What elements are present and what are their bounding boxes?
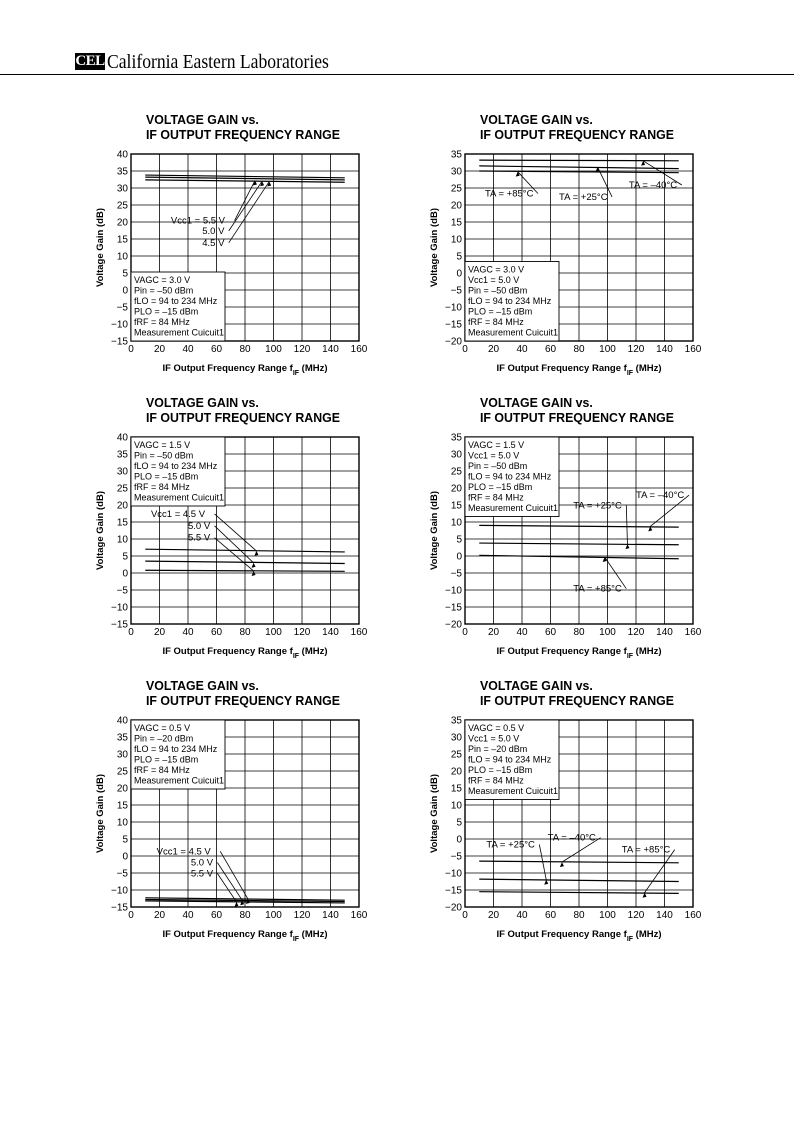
chart-subtitle: IF OUTPUT FREQUENCY RANGE [480, 410, 674, 425]
condition-text: VAGC = 1.5 V [468, 440, 525, 450]
chart-4 [430, 395, 700, 665]
y-tick-label: 40 [116, 432, 128, 444]
condition-text: fRF = 84 MHz [468, 492, 524, 503]
chart-6 [430, 678, 700, 948]
x-tick-label: 160 [684, 910, 702, 921]
condition-text: PLO = –15 dBm [468, 306, 533, 317]
y-tick-label: −15 [111, 902, 128, 914]
chart-5 [96, 678, 366, 948]
x-tick-label: 0 [462, 344, 468, 355]
condition-text: Measurement Cuicuit1 [134, 492, 225, 503]
y-axis-label: Voltage Gain (dB) [95, 491, 106, 570]
x-tick-label: 60 [210, 344, 223, 355]
condition-text: VAGC = 3.0 V [468, 264, 525, 275]
y-tick-label: 10 [116, 534, 128, 546]
y-tick-label: 25 [450, 183, 462, 195]
y-axis-label: Voltage Gain (dB) [429, 774, 440, 853]
annotation-text: Vcc1 = 4.5 V [156, 846, 211, 858]
annotation-text: Vcc1 = 4.5 V [150, 508, 206, 520]
annotation-text: 5.0 V [188, 520, 211, 532]
y-axis-label: Voltage Gain (dB) [429, 208, 440, 287]
page-header [75, 50, 725, 76]
y-tick-label: −15 [445, 602, 462, 614]
x-tick-label: 80 [573, 627, 585, 638]
y-tick-label: 10 [116, 817, 128, 829]
x-tick-label: 60 [544, 910, 557, 921]
x-tick-label: 120 [293, 344, 311, 355]
x-axis-label-part: IF [626, 652, 634, 660]
condition-text: Pin = –50 dBm [468, 285, 528, 296]
y-tick-label: 5 [456, 534, 462, 546]
condition-text: Vcc1 = 5.0 V [468, 733, 520, 744]
chart-3 [96, 395, 366, 665]
annotation-text: TA = +25°C [573, 500, 622, 512]
x-tick-label: 140 [322, 627, 339, 638]
condition-text: Pin = –50 dBm [134, 450, 194, 461]
y-tick-label: 5 [456, 251, 462, 263]
x-tick-label: 160 [350, 344, 368, 355]
x-axis-label-part: IF Output Frequency Range f [162, 363, 293, 374]
y-tick-label: −10 [111, 319, 128, 331]
condition-text: Measurement Cuicuit1 [134, 327, 225, 338]
chart-title: VOLTAGE GAIN vs. [146, 678, 259, 693]
series-line [479, 861, 679, 863]
condition-text: fRF = 84 MHz [134, 765, 190, 775]
annotation-arrowhead [516, 172, 520, 177]
condition-text: fRF = 84 MHz [134, 482, 190, 492]
annotation-text: 5.5 V [190, 868, 214, 880]
condition-text: fLO = 94 to 234 MHz [134, 296, 218, 306]
y-tick-label: 35 [450, 149, 462, 161]
y-tick-label: −20 [445, 902, 462, 914]
x-tick-label: 120 [293, 627, 311, 638]
x-axis-label-part: IF Output Frequency Range f [162, 929, 293, 940]
y-tick-label: 5 [122, 268, 128, 280]
y-tick-label: 25 [450, 749, 462, 761]
x-tick-label: 160 [350, 627, 368, 638]
x-tick-label: 100 [265, 910, 282, 921]
condition-text: fLO = 94 to 234 MHz [468, 754, 552, 765]
y-tick-label: 10 [450, 234, 462, 246]
condition-text: PLO = –15 dBm [134, 754, 199, 765]
x-tick-label: 160 [350, 910, 368, 921]
chart-subtitle: IF OUTPUT FREQUENCY RANGE [480, 127, 674, 142]
x-tick-label: 60 [544, 627, 557, 638]
annotation-arrowhead [254, 551, 258, 556]
annotation-arrowhead [252, 571, 256, 576]
annotation-text: 4.5 V [202, 237, 225, 249]
annotation-arrowhead [560, 862, 564, 867]
chart-subtitle: IF OUTPUT FREQUENCY RANGE [146, 410, 340, 425]
chart-title: VOLTAGE GAIN vs. [146, 112, 259, 127]
y-tick-label: −10 [445, 302, 462, 314]
chart-plot [430, 395, 700, 665]
x-tick-label: 20 [487, 344, 500, 355]
x-axis-label-part: (MHz) [299, 929, 328, 940]
x-tick-label: 0 [128, 627, 134, 638]
y-tick-label: 25 [116, 200, 128, 212]
y-tick-label: −5 [116, 585, 128, 597]
chart-plot [96, 395, 366, 665]
y-tick-label: −10 [445, 868, 462, 880]
chart-subtitle: IF OUTPUT FREQUENCY RANGE [480, 693, 674, 708]
chart-subtitle: IF OUTPUT FREQUENCY RANGE [146, 693, 340, 708]
x-tick-label: 20 [153, 344, 166, 355]
y-tick-label: −10 [111, 885, 128, 897]
x-tick-label: 140 [322, 344, 339, 355]
series-line [479, 543, 679, 545]
y-tick-label: 40 [116, 715, 128, 727]
y-tick-label: 20 [450, 200, 462, 212]
condition-text: Vcc1 = 5.0 V [468, 275, 520, 285]
x-axis-label-part: IF [292, 935, 300, 943]
y-tick-label: −5 [450, 285, 462, 297]
x-axis-label [162, 363, 327, 377]
annotation-arrowhead [544, 880, 548, 885]
x-axis-label-part: (MHz) [633, 363, 662, 374]
condition-text: Measurement Cuicuit1 [134, 775, 225, 786]
annotation-text: TA = +85°C [573, 583, 622, 595]
x-tick-label: 120 [627, 344, 645, 355]
y-tick-label: 30 [116, 749, 128, 761]
company-name: California Eastern Laboratories [107, 51, 329, 73]
y-tick-label: −15 [111, 336, 128, 348]
x-tick-label: 0 [462, 627, 468, 638]
y-tick-label: −5 [450, 851, 462, 863]
x-tick-label: 40 [182, 344, 194, 355]
y-tick-label: −20 [445, 336, 462, 348]
condition-text: fRF = 84 MHz [468, 775, 524, 786]
annotation-leader [626, 505, 627, 544]
chart-subtitle: IF OUTPUT FREQUENCY RANGE [146, 127, 340, 142]
x-tick-label: 20 [153, 627, 166, 638]
y-tick-label: 15 [116, 517, 128, 529]
y-tick-label: −10 [111, 602, 128, 614]
y-tick-label: −15 [111, 619, 128, 631]
x-axis-label [496, 646, 661, 660]
y-tick-label: −5 [116, 868, 128, 880]
condition-text: VAGC = 0.5 V [134, 723, 191, 733]
series-line [479, 892, 679, 894]
x-tick-label: 60 [210, 627, 223, 638]
condition-text: Measurement Cuicuit1 [468, 786, 559, 796]
annotation-text: TA = –40°C [636, 490, 685, 502]
y-tick-label: 30 [116, 183, 128, 195]
y-axis-label: Voltage Gain (dB) [95, 774, 106, 853]
x-tick-label: 80 [239, 910, 251, 921]
y-tick-label: 5 [122, 834, 128, 846]
y-tick-label: 20 [116, 783, 128, 795]
y-tick-label: 35 [450, 715, 462, 727]
condition-text: fRF = 84 MHz [134, 317, 190, 327]
x-tick-label: 140 [656, 627, 673, 638]
x-axis-label-part: IF Output Frequency Range f [496, 646, 627, 657]
annotation-text: 5.0 V [190, 857, 214, 869]
y-tick-label: 15 [450, 217, 462, 229]
y-tick-label: 10 [116, 251, 128, 263]
condition-text: PLO = –15 dBm [134, 306, 199, 317]
x-tick-label: 80 [573, 344, 585, 355]
x-axis-label [496, 929, 661, 943]
condition-text: Pin = –20 dBm [468, 744, 528, 754]
y-tick-label: 15 [450, 500, 462, 512]
condition-text: fRF = 84 MHz [468, 317, 524, 327]
annotation-text: TA = +85°C [621, 844, 671, 856]
x-tick-label: 100 [265, 344, 282, 355]
y-tick-label: −5 [116, 302, 128, 314]
annotation-text: TA = +85°C [484, 188, 534, 200]
x-tick-label: 60 [210, 910, 223, 921]
y-tick-label: 25 [116, 483, 128, 495]
chart-1 [96, 112, 366, 382]
x-tick-label: 100 [599, 627, 616, 638]
chart-title: VOLTAGE GAIN vs. [146, 395, 259, 410]
chart-title: VOLTAGE GAIN vs. [480, 395, 593, 410]
y-tick-label: 30 [450, 732, 462, 744]
annotation-text: TA = +25°C [559, 191, 608, 203]
y-tick-label: 25 [450, 466, 462, 478]
x-axis-label-part: IF Output Frequency Range f [162, 646, 293, 657]
x-tick-label: 40 [182, 627, 194, 638]
series-line [145, 570, 345, 571]
condition-text: Pin = –50 dBm [134, 285, 194, 296]
annotation-text: TA = +25°C [486, 839, 535, 851]
header-rule [0, 74, 794, 75]
y-tick-label: 5 [122, 551, 128, 563]
chart-title: VOLTAGE GAIN vs. [480, 112, 593, 127]
series-line [479, 525, 679, 527]
y-tick-label: −20 [445, 619, 462, 631]
x-axis-label-part: (MHz) [299, 363, 328, 374]
x-axis-label-part: IF Output Frequency Range f [496, 363, 627, 374]
annotation-leader [229, 182, 269, 243]
condition-text: Vcc1 = 5.0 V [468, 450, 520, 461]
condition-text: VAGC = 1.5 V [134, 440, 191, 450]
y-tick-label: 0 [122, 568, 128, 580]
x-tick-label: 40 [182, 910, 194, 921]
x-tick-label: 140 [322, 910, 339, 921]
condition-text: PLO = –15 dBm [134, 471, 199, 482]
condition-text: fLO = 94 to 234 MHz [134, 744, 218, 754]
x-axis-label-part: (MHz) [633, 646, 662, 657]
x-tick-label: 40 [516, 344, 528, 355]
y-tick-label: 35 [116, 449, 128, 461]
x-tick-label: 80 [239, 344, 251, 355]
y-tick-label: 20 [450, 766, 462, 778]
chart-plot [96, 112, 366, 382]
y-tick-label: −5 [450, 568, 462, 580]
annotation-leader [220, 851, 248, 899]
condition-text: fLO = 94 to 234 MHz [134, 461, 218, 471]
condition-text: fLO = 94 to 234 MHz [468, 296, 552, 306]
x-tick-label: 120 [627, 627, 645, 638]
cel-logo: CEL [75, 53, 105, 69]
x-tick-label: 100 [265, 627, 282, 638]
y-axis-label: Voltage Gain (dB) [429, 491, 440, 570]
y-tick-label: 40 [116, 149, 128, 161]
x-tick-label: 140 [656, 344, 673, 355]
y-tick-label: 35 [450, 432, 462, 444]
chart-title: VOLTAGE GAIN vs. [480, 678, 593, 693]
chart-plot [430, 112, 700, 382]
x-axis-label [162, 646, 327, 660]
annotation-text: TA = –40°C [628, 180, 678, 191]
x-tick-label: 0 [128, 910, 134, 921]
condition-text: Pin = –50 dBm [468, 461, 528, 471]
x-axis-label-part: (MHz) [299, 646, 328, 657]
x-tick-label: 160 [684, 344, 702, 355]
y-tick-label: −15 [445, 319, 462, 331]
y-tick-label: 15 [116, 234, 128, 246]
x-tick-label: 60 [544, 344, 557, 355]
annotation-text: 5.0 V [202, 225, 225, 237]
y-tick-label: 0 [456, 834, 462, 846]
chart-2 [430, 112, 700, 382]
x-axis-label-part: IF Output Frequency Range f [496, 929, 627, 940]
x-axis-label-part: IF [626, 369, 634, 377]
annotation-text: TA = –40°C [547, 832, 596, 844]
y-tick-label: 15 [116, 800, 128, 812]
y-tick-label: −15 [445, 885, 462, 897]
x-tick-label: 80 [239, 627, 251, 638]
condition-text: fLO = 94 to 234 MHz [468, 471, 552, 482]
y-tick-label: 0 [456, 268, 462, 280]
x-tick-label: 140 [656, 910, 673, 921]
x-axis-label-part: (MHz) [633, 929, 662, 940]
x-tick-label: 100 [599, 344, 616, 355]
y-tick-label: 20 [450, 483, 462, 495]
chart-plot [430, 678, 700, 948]
y-tick-label: 30 [116, 466, 128, 478]
x-tick-label: 20 [487, 910, 500, 921]
y-tick-label: 20 [116, 217, 128, 229]
x-tick-label: 40 [516, 627, 528, 638]
y-tick-label: 35 [116, 166, 128, 178]
x-tick-label: 20 [153, 910, 166, 921]
annotation-text: 5.5 V [188, 532, 211, 544]
y-tick-label: 0 [122, 285, 128, 297]
y-tick-label: 15 [450, 783, 462, 795]
y-tick-label: 0 [122, 851, 128, 863]
x-axis-label-part: IF [626, 935, 634, 943]
y-tick-label: 5 [456, 817, 462, 829]
x-tick-label: 120 [627, 910, 645, 921]
chart-plot [96, 678, 366, 948]
x-axis-label-part: IF [292, 369, 300, 377]
x-tick-label: 0 [128, 344, 134, 355]
y-tick-label: 0 [456, 551, 462, 563]
y-tick-label: 10 [450, 800, 462, 812]
condition-text: Measurement Cuicuit1 [468, 327, 559, 338]
y-tick-label: 20 [116, 500, 128, 512]
x-axis-label-part: IF [292, 652, 300, 660]
x-tick-label: 120 [293, 910, 311, 921]
condition-text: PLO = –15 dBm [468, 482, 533, 492]
y-axis-label: Voltage Gain (dB) [95, 208, 106, 287]
x-axis-label [162, 929, 327, 943]
x-tick-label: 20 [487, 627, 500, 638]
x-axis-label [496, 363, 661, 377]
condition-text: Measurement Cuicuit1 [468, 503, 559, 513]
annotation-leader [229, 181, 262, 231]
y-tick-label: −10 [445, 585, 462, 597]
series-line [479, 160, 679, 161]
y-tick-label: 10 [450, 517, 462, 529]
x-tick-label: 100 [599, 910, 616, 921]
condition-text: VAGC = 3.0 V [134, 275, 191, 285]
x-tick-label: 160 [684, 627, 702, 638]
x-tick-label: 40 [516, 910, 528, 921]
annotation-arrowhead [234, 902, 238, 907]
x-tick-label: 80 [573, 910, 585, 921]
annotation-text: Vcc1 = 5.5 V [170, 215, 226, 227]
y-tick-label: 35 [116, 732, 128, 744]
condition-text: VAGC = 0.5 V [468, 723, 525, 733]
y-tick-label: 30 [450, 166, 462, 178]
y-tick-label: 30 [450, 449, 462, 461]
y-tick-label: 25 [116, 766, 128, 778]
annotation-arrowhead [252, 563, 256, 568]
condition-text: PLO = –15 dBm [468, 765, 533, 775]
condition-text: Pin = –20 dBm [134, 733, 194, 744]
x-tick-label: 0 [462, 910, 468, 921]
